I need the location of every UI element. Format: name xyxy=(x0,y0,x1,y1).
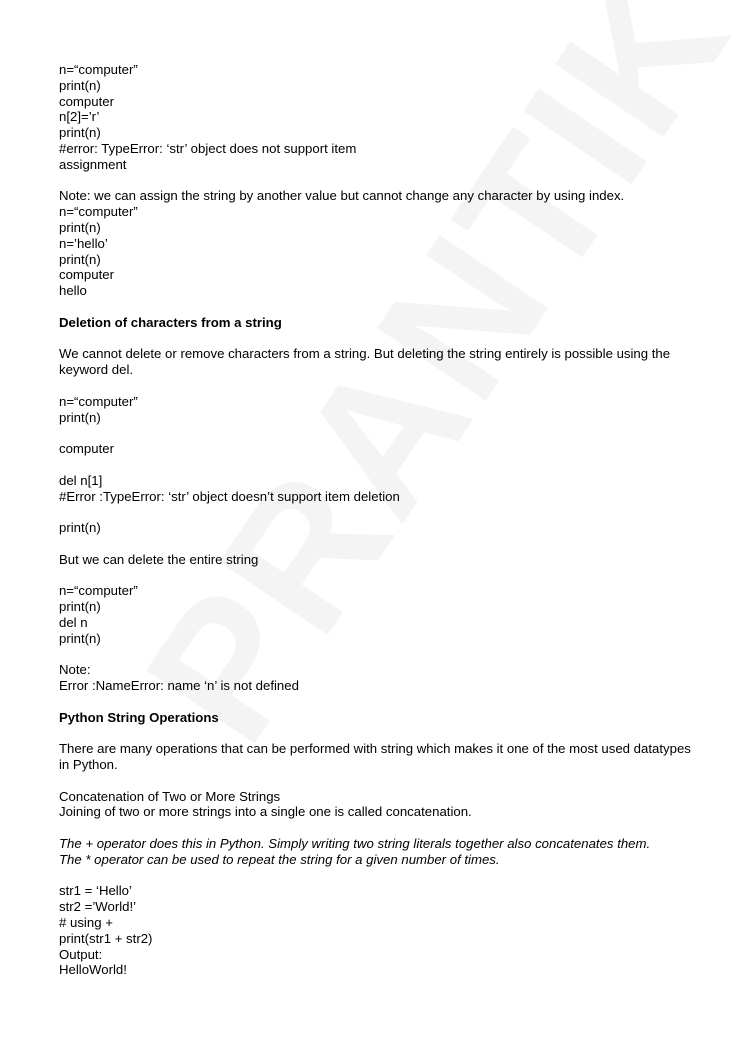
code-line: del n[1] xyxy=(59,472,103,488)
code-line: print(n) xyxy=(59,599,101,615)
code-line: #Error :TypeError: ‘str’ object doesn’t support item deletion xyxy=(59,488,400,504)
entire-string-text: But we can delete the entire string xyxy=(59,551,259,567)
italic-line: The * operator can be used to repeat the string for a given number of times. xyxy=(59,851,500,867)
deletion-heading: Deletion of characters from a string xyxy=(59,314,282,330)
italic-line: The + operator does this in Python. Simply writing two string literals together also concatenates them. xyxy=(59,836,651,852)
code-line: #error: TypeError: ‘str’ object does not support item xyxy=(59,140,357,156)
code-line: print(str1 + str2) xyxy=(59,930,153,946)
italic-operator-block xyxy=(59,836,699,868)
code-line: print(n) xyxy=(59,219,101,235)
code-line: str1 = ‘Hello’ xyxy=(59,883,132,899)
operations-paragraph: There are many operations that can be performed with string which makes it one of the most used datatypes in Python. xyxy=(59,741,691,773)
code-line: hello xyxy=(59,283,87,299)
del-print-line: print(n) xyxy=(59,520,101,536)
code-line: n[2]=’r’ xyxy=(59,109,100,125)
code-line: print(n) xyxy=(59,77,101,93)
document-body xyxy=(59,62,699,978)
string-operations-heading: Python String Operations xyxy=(59,709,219,725)
code-line: n=“computer” xyxy=(59,204,138,220)
code-block-del-a xyxy=(59,394,699,426)
deletion-paragraph: We cannot delete or remove characters from a string. But deleting the string entirely is possible using the keyword del. xyxy=(59,346,671,378)
code-line: n=’hello’ xyxy=(59,235,108,251)
code-line: print(n) xyxy=(59,125,101,141)
code-block-del-entire xyxy=(59,583,699,646)
code-line: print(n) xyxy=(59,409,101,425)
code-line: computer xyxy=(59,93,114,109)
code-line: n=“computer” xyxy=(59,62,138,77)
code-block-del-b xyxy=(59,473,699,505)
code-line: print(n) xyxy=(59,630,101,646)
concatenation-block xyxy=(59,789,699,821)
code-block-assign xyxy=(59,204,699,299)
code-line: computer xyxy=(59,267,114,283)
code-line: n=“computer” xyxy=(59,393,138,409)
del-output-line: computer xyxy=(59,441,114,457)
note-line: Error :NameError: name ‘n’ is not defined xyxy=(59,678,299,694)
concat-line: Concatenation of Two or More Strings xyxy=(59,788,281,804)
code-line: # using + xyxy=(59,915,113,931)
code-line: print(n) xyxy=(59,251,101,267)
note-line: Note: xyxy=(59,662,91,678)
code-block-intro xyxy=(59,62,699,173)
code-line: assignment xyxy=(59,156,127,172)
code-line: HelloWorld! xyxy=(59,962,127,978)
code-line: n=“computer” xyxy=(59,583,138,599)
code-block-final xyxy=(59,883,699,978)
note-assign-paragraph: Note: we can assign the string by another value but cannot change any character by using index. xyxy=(59,188,625,204)
note-error-block xyxy=(59,662,699,694)
code-line: del n xyxy=(59,614,88,630)
code-line: str2 =’World!’ xyxy=(59,899,137,915)
code-line: Output: xyxy=(59,946,103,962)
concat-line: Joining of two or more strings into a single one is called concatenation. xyxy=(59,804,472,820)
